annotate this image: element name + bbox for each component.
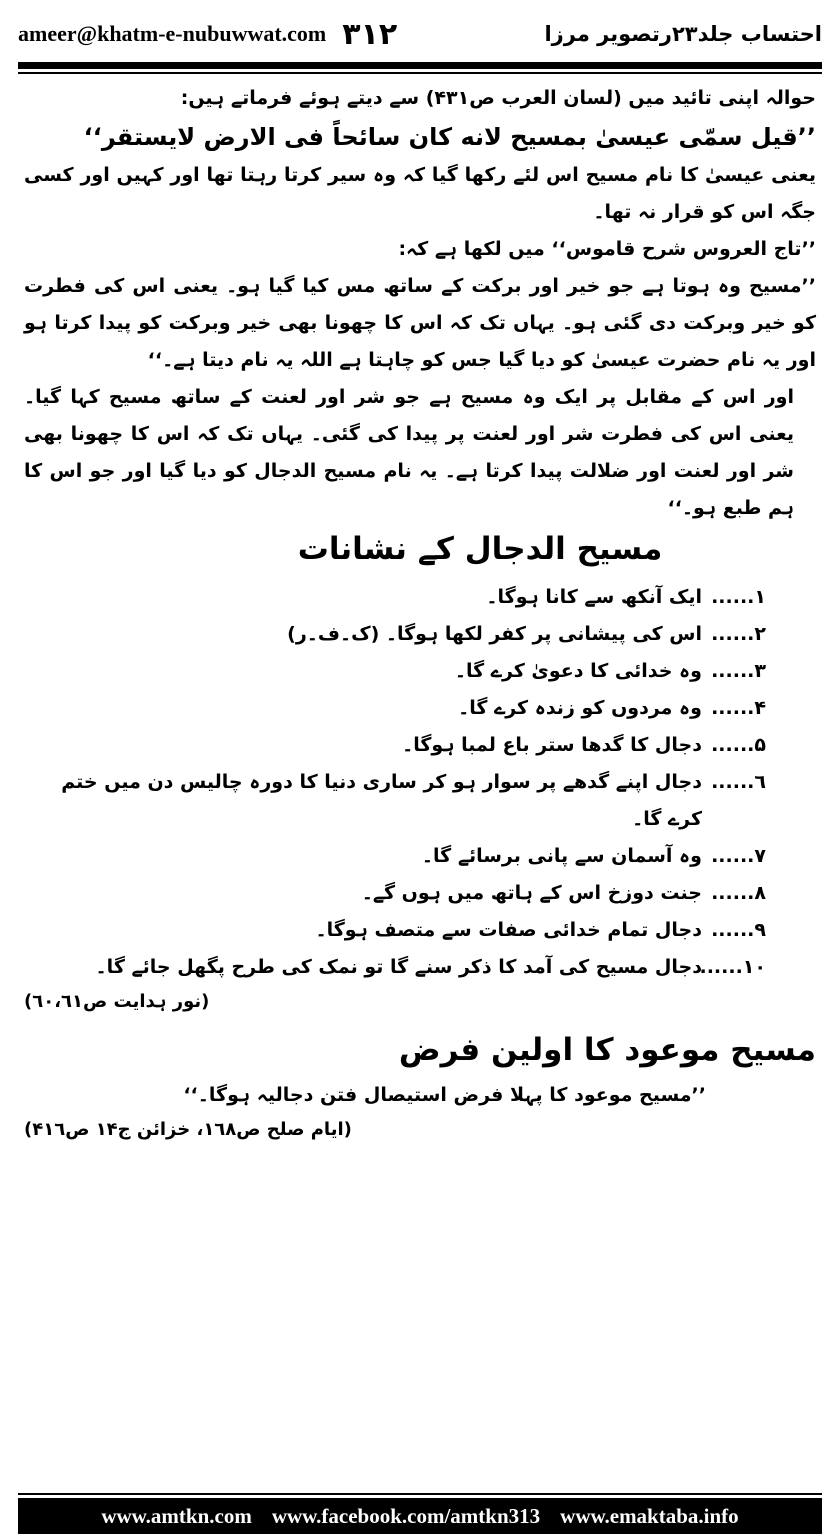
header-email[interactable]: ameer@khatm-e-nubuwwat.com bbox=[18, 21, 327, 46]
list-item bbox=[24, 949, 766, 986]
item-text: دجال کا گدھا ستر باع لمبا ہوگا۔ bbox=[402, 734, 702, 756]
item-number: ١...... bbox=[711, 586, 766, 608]
item-text: وہ مردوں کو زندہ کرے گا۔ bbox=[458, 697, 702, 719]
item-number: ٩...... bbox=[711, 919, 766, 941]
taj-intro: ’’تاج العروس شرح قاموس‘‘ میں لکھا ہے کہ: bbox=[398, 238, 816, 260]
item-number: ٨...... bbox=[711, 882, 766, 904]
item-number: ۴...... bbox=[711, 697, 766, 719]
header-rule-thin bbox=[18, 72, 822, 74]
header-rule-thick bbox=[18, 62, 822, 69]
item-text: ایک آنکھ سے کانا ہوگا۔ bbox=[486, 586, 702, 608]
list-item bbox=[24, 653, 766, 690]
item-text: وہ خدائی کا دعویٰ کرے گا۔ bbox=[454, 660, 702, 682]
list-item bbox=[24, 616, 766, 653]
book-title: احتساب جلد٢٣رتصویر مرزا bbox=[544, 22, 822, 46]
footer-link-emaktaba[interactable]: www.emaktaba.info bbox=[560, 1503, 739, 1528]
item-number: ۵...... bbox=[711, 734, 766, 756]
header-left bbox=[18, 17, 397, 52]
item-number: ٣...... bbox=[711, 660, 766, 682]
item-text: دجال مسیح کی آمد کا ذکر سنے گا تو نمک کی طرح پگھل جائے گا۔ bbox=[95, 956, 702, 978]
signs-list bbox=[24, 579, 816, 986]
item-number: ٧...... bbox=[711, 845, 766, 867]
item-text: دجال اپنے گدھے پر سوار ہو کر ساری دنیا کا دورہ چالیس دن میں ختم کرے گا۔ bbox=[61, 771, 702, 830]
reference-text: (نور ہدایت ص٦٠،٦١) bbox=[24, 991, 210, 1012]
item-number: ٢...... bbox=[711, 623, 766, 645]
item-text: جنت دوزخ اس کے ہاتھ میں ہوں گے۔ bbox=[361, 882, 702, 904]
footer-bar bbox=[18, 1498, 822, 1534]
list-item bbox=[24, 727, 766, 764]
arabic-quote: ’’قیل سمّی عیسیٰ بمسیح لانه کان سائحاً فی الارض لایستقر‘‘ bbox=[83, 123, 816, 151]
item-number: ٦...... bbox=[711, 771, 766, 793]
page-number: ٣١٢ bbox=[342, 16, 398, 52]
list-item bbox=[24, 579, 766, 616]
reference-noor-hidayat bbox=[24, 986, 816, 1018]
list-item bbox=[24, 875, 766, 912]
contrast-paragraph: اور اس کے مقابل پر ایک وہ مسیح ہے جو شر اور لعنت کے ساتھ مسیح کہا گیا۔ یعنی اس کی فطرت شر اور لعنت پر پیدا کی گئی۔ یہاں تک کہ اس کا چھونا بھی شر اور لعنت اور ضلالت پیدا کرتا ہے۔ یہ نام مسیح الدجال کو دیا گیا اور جو اس کا ہم طبع ہو۔‘‘ bbox=[24, 386, 794, 519]
intro-line: حوالہ اپنی تائید میں (لسان العرب ص۴۳۱) سے دیتے ہوئے فرماتے ہیں: bbox=[180, 87, 816, 109]
translation-paragraph: یعنی عیسیٰ کا نام مسیح اس لئے رکھا گیا کہ وہ سیر کرتا رہتا تھا اور کہیں اور کسی جگہ اس کو قرار نہ تھا۔ bbox=[24, 164, 816, 223]
page-header bbox=[18, 10, 822, 58]
heading-mauood-duty: مسیح موعود کا اولین فرض bbox=[398, 1032, 816, 1068]
reference-text: (ایام صلح ص١٦٨، خزائن ج١۴ ص۴١٦) bbox=[24, 1119, 352, 1140]
page-body bbox=[24, 80, 816, 1146]
item-number: ١٠...... bbox=[699, 956, 766, 978]
reference-ayyam-sulh bbox=[24, 1114, 816, 1146]
list-item bbox=[24, 838, 766, 875]
item-text: اس کی پیشانی پر کفر لکھا ہوگا۔ (ک۔ف۔ر) bbox=[287, 623, 702, 645]
quote-mauood: ’’مسیح موعود کا پہلا فرض استیصال فتن دجالیہ ہوگا۔‘‘ bbox=[183, 1084, 706, 1106]
item-text: وہ آسمان سے پانی برسائے گا۔ bbox=[421, 845, 702, 867]
taj-quote: ’’مسیح وہ ہوتا ہے جو خیر اور برکت کے ساتھ مس کیا گیا ہو۔ یعنی اس کی فطرت کو خیر وبرکت دی گئی ہو۔ یہاں تک کہ اس کا چھونا بھی خیر وبرکت کو پیدا کرتا ہو اور یہ نام حضرت عیسیٰ کو دیا گیا جس کو چاہتا ہے اللہ یہ نام دیتا ہے۔‘‘ bbox=[24, 275, 816, 371]
item-text: دجال تمام خدائی صفات سے متصف ہوگا۔ bbox=[315, 919, 702, 941]
heading-dajjal-signs: مسیح الدجال کے نشانات bbox=[297, 531, 663, 567]
list-item bbox=[24, 912, 766, 949]
footer-rule-thin bbox=[18, 1493, 822, 1495]
footer-link-amtkn[interactable]: www.amtkn.com bbox=[101, 1503, 252, 1528]
list-item bbox=[24, 764, 766, 838]
list-item bbox=[24, 690, 766, 727]
footer-link-facebook[interactable]: www.facebook.com/amtkn313 bbox=[271, 1503, 541, 1528]
